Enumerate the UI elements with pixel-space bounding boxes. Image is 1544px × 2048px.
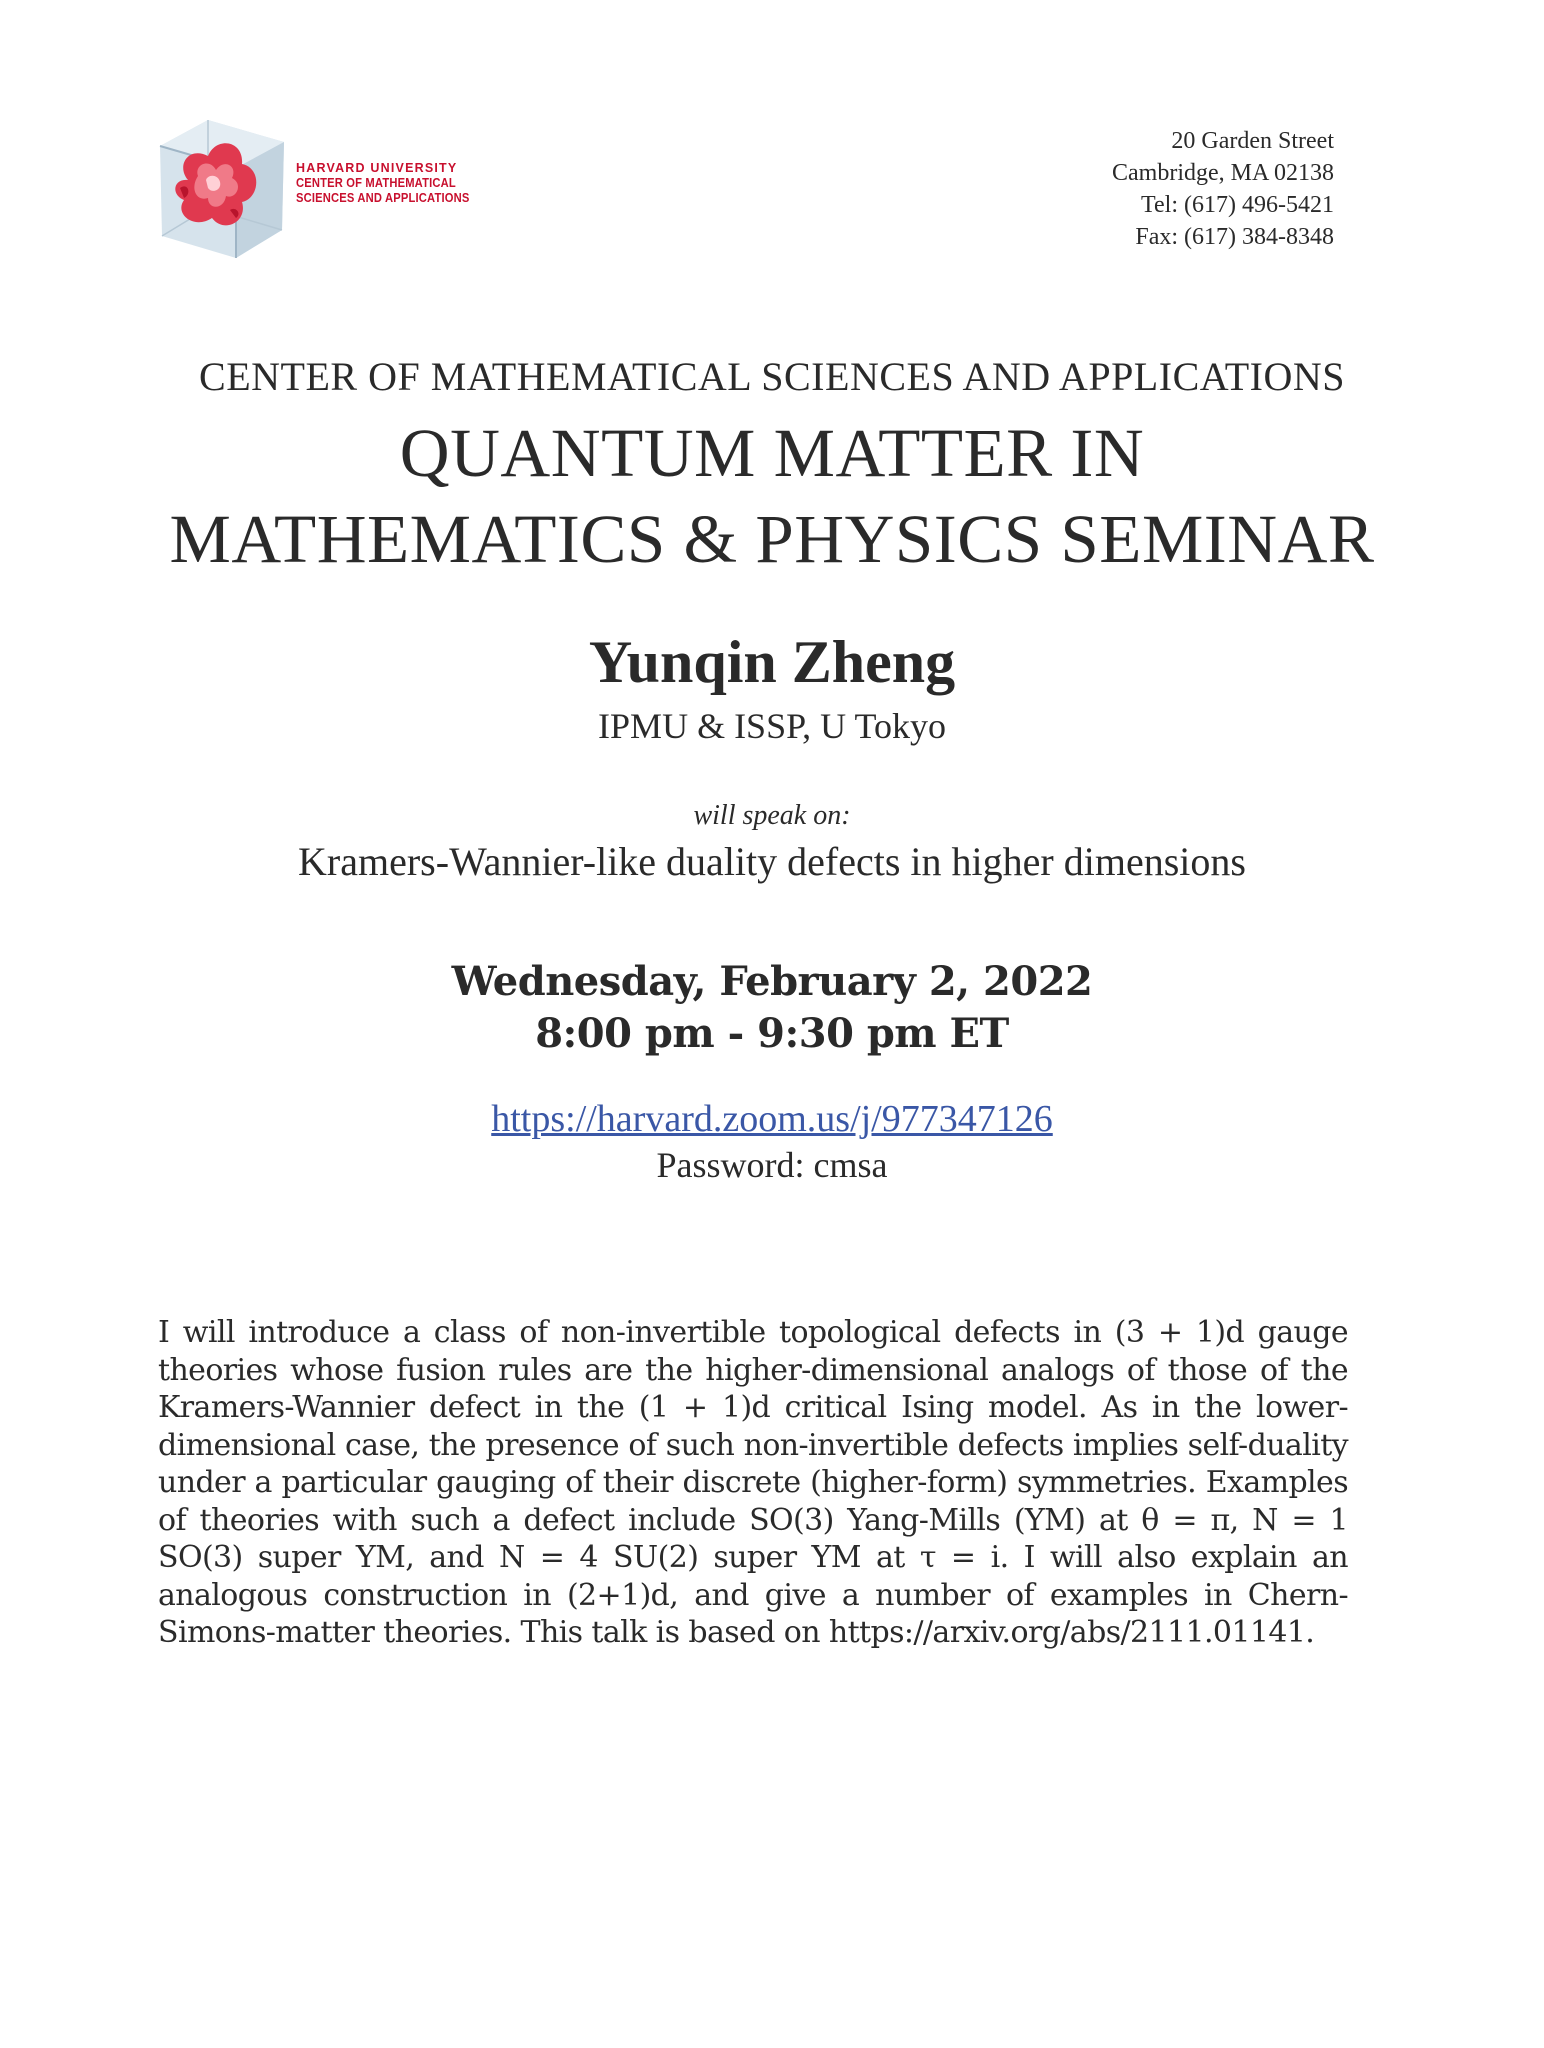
logo-line-sciences: SCIENCES AND APPLICATIONS: [296, 190, 470, 205]
logo-wordmark: [296, 161, 498, 205]
address-block: [1112, 125, 1334, 253]
seminar-title-line-1: QUANTUM MATTER IN: [399, 415, 1145, 491]
zoom-link[interactable]: https://harvard.zoom.us/j/977347126: [491, 1098, 1053, 1140]
event-time: 8:00 pm - 9:30 pm ET: [535, 1010, 1009, 1057]
address-fax: Fax: (617) 384-8348: [1135, 224, 1334, 250]
address-street: 20 Garden Street: [1171, 128, 1334, 154]
logo-line-university: HARVARD UNIVERSITY: [296, 161, 458, 175]
speaker-affiliation: IPMU & ISSP, U Tokyo: [598, 706, 946, 746]
abstract-text: I will introduce a class of non-invertible topological defects in (3 + 1)d gauge theories whose fusion rules are the higher-dimensional analogs of those of the Kramers-Wannier defect in the (1 + 1)d critical Ising model. As in the lower-dimensional case, the presence of such non-invertible defects implies self-duality under a particular gauging of their discrete (higher-form) symmetries. Examples of theories with such a defect include SO(3) Yang-Mills (YM) at θ = π, N = 1 SO(3) super YM, and N = 4 SU(2) super YM at τ = i. I will also explain an analogous construction in (2+1)d, and give a number of examples in Chern-Simons-matter theories. This talk is based on https://arxiv.org/abs/2111.01141.: [158, 1315, 1348, 1650]
will-speak-on-label: will speak on:: [693, 800, 851, 831]
cmsa-logo: [158, 118, 488, 263]
seminar-title: [0, 410, 1544, 582]
speaker-name: Yunqin Zheng: [588, 629, 956, 695]
org-title: CENTER OF MATHEMATICAL SCIENCES AND APPLICATIONS: [199, 354, 1345, 399]
address-city: Cambridge, MA 02138: [1112, 160, 1334, 186]
seminar-title-line-2: MATHEMATICS & PHYSICS SEMINAR: [169, 501, 1375, 577]
talk-title: Kramers-Wannier-like duality defects in higher dimensions: [298, 839, 1246, 884]
address-tel: Tel: (617) 496-5421: [1141, 192, 1334, 218]
event-date: Wednesday, February 2, 2022: [451, 958, 1093, 1005]
cmsa-cube-logo-icon: [158, 118, 286, 260]
zoom-password: Password: cmsa: [656, 1145, 888, 1185]
logo-line-center: CENTER OF MATHEMATICAL: [296, 175, 456, 190]
